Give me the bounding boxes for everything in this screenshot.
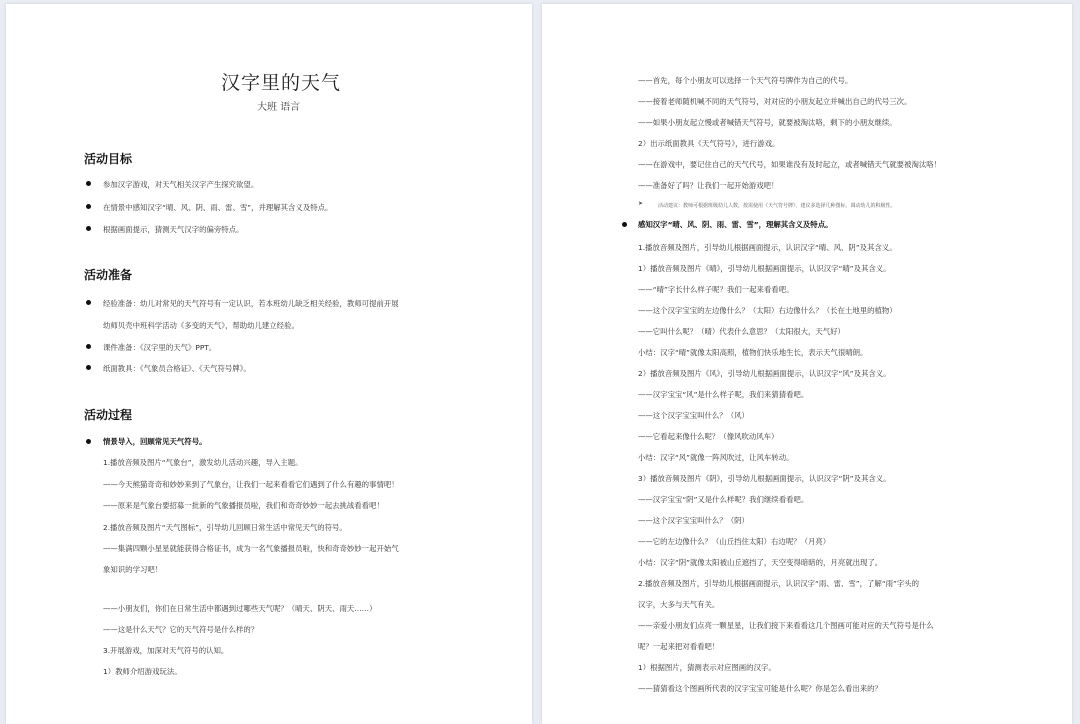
process-line: 1）根据图片，猜测表示对应图画的汉字。 (638, 663, 776, 672)
activity-note: 活动建议：教师可根据班级幼儿人数，按需使用《天气符号牌》，建议多选择几种图标，调动幼儿的积极性。 (658, 203, 896, 209)
section-heading-prep: 活动准备 (84, 268, 133, 282)
process-line: 3.开展游戏，加深对天气符号的认知。 (103, 646, 229, 655)
document-page-right (542, 4, 1072, 724)
process-line: 3）播放音频及图片《阴》，引导幼儿根据画面提示，认识汉字“阴”及其含义。 (638, 474, 891, 483)
process-line: ——在游戏中，要记住自己的天气代号，如果谁没有及时起立，或者喊错天气就要被淘汰咯！ (638, 160, 942, 169)
process-line: 2.播放音频及图片，引导幼儿根据画面提示，认识汉字“雨、雷、雪”，了解“雨”字头的 (638, 579, 920, 588)
process-line: 1）播放音频及图片《晴》，引导幼儿根据画面提示，认识汉字“晴”及其含义。 (638, 264, 891, 273)
doc-subtitle: 大班 语言 (257, 102, 301, 113)
process-line-continued: 汉字，大多与天气有关。 (638, 600, 720, 609)
arrow-right-icon: ➤ (638, 200, 644, 207)
process-line: 2.播放音频及图片“天气图标”，引导幼儿回顾日常生活中常见天气的符号。 (103, 523, 347, 532)
process-line: ——猜猜看这个图画所代表的汉字宝宝可能是什么呢？你是怎么看出来的？ (638, 684, 882, 693)
process-line: ——它的左边像什么？（山丘挡住太阳）右边呢？（月亮） (638, 537, 831, 546)
process-line: ——它叫什么呢？（晴）代表什么意思？（太阳很大，天气好） (638, 327, 845, 336)
process-line: 象知识的学习吧！ (103, 565, 163, 574)
process-line: ——集满四颗小星星就能获得合格证书，成为一名气象播报员啦，快和奇奇妙妙一起开始气 (103, 544, 399, 553)
process-line: ——小朋友们，你们在日常生活中都遇到过哪些天气呢？（晴天、阴天、雨天……） (103, 604, 377, 613)
process-line: ——这个汉字宝宝叫什么？（阴） (638, 516, 749, 525)
summary-line: 小结：汉字“晴”就像太阳高照，植物们快乐地生长，表示天气很晴朗。 (638, 348, 868, 357)
bullet-icon (86, 300, 91, 305)
process-line: 2）出示纸面教具《天气符号》，进行游戏。 (638, 139, 780, 148)
process-line: ——亲爱小朋友们点亮一颗星星，让我们接下来看看这几个图画可能对应的天气符号是什么 (638, 621, 934, 630)
section-heading-process: 活动过程 (84, 408, 133, 422)
process-step-heading: 感知汉字“晴、风、阴、雨、雷、雪”，理解其含义及特点。 (638, 220, 833, 229)
process-line: ——接着老师随机喊不同的天气符号，对对应的小朋友起立并喊出自己的代号三次。 (638, 97, 912, 106)
prep-item: 课件准备：《汉字里的天气》PPT。 (103, 343, 217, 352)
bullet-icon (622, 222, 627, 227)
bullet-icon (86, 344, 91, 349)
summary-line: 小结：汉字“阴”就像太阳被山丘遮挡了，天空变得暗暗的，月亮就出现了。 (638, 558, 883, 567)
process-line: ——原来是气象台要招募一批新的气象播报员啦，我们和奇奇妙妙一起去挑战看看吧！ (103, 501, 384, 510)
process-line: 2）播放音频及图片《风》，引导幼儿根据画面提示，认识汉字“风”及其含义。 (638, 369, 891, 378)
process-line: ——今天熊猫奇奇和妙妙来到了气象台，让我们一起来看看它们遇到了什么有趣的事情吧！ (103, 480, 399, 489)
bullet-icon (86, 204, 91, 209)
process-line: ——“晴”字长什么样子呢？我们一起来看看吧。 (638, 285, 794, 294)
process-line: 1.播放音频及图片，引导幼儿根据画面提示，认识汉字“晴、风、阴”及其含义。 (638, 243, 897, 252)
bullet-icon (86, 365, 91, 370)
goal-item: 参加汉字游戏，对天气相关汉字产生探究欲望。 (103, 180, 259, 189)
process-line: ——汉字宝宝“风”是什么样子呢，我们来猜猜看吧。 (638, 390, 809, 399)
process-line: ——这是什么天气？它的天气符号是什么样的？ (103, 625, 259, 634)
goal-item: 在情景中感知汉字“晴、风、阴、雨、雷、雪”，并理解其含义及特点。 (103, 203, 333, 212)
section-heading-goals: 活动目标 (84, 152, 133, 166)
bullet-icon (86, 439, 91, 444)
process-line: ——这个汉字宝宝的左边像什么？（太阳）右边像什么？（长在土地里的植物） (638, 306, 897, 315)
process-line: ——汉字宝宝“阴”又是什么样呢？我们继续看看吧。 (638, 495, 809, 504)
process-line: ——它看起来像什么呢？（像风吹动风车） (638, 432, 779, 441)
process-line: ——如果小朋友起立慢或者喊错天气符号，就要被淘汰咯，剩下的小朋友继续。 (638, 118, 897, 127)
goal-item: 根据画面提示，猜测天气汉字的偏旁特点。 (103, 225, 244, 234)
process-line: 1）教师介绍游戏玩法。 (103, 667, 182, 676)
prep-item: 经验准备：幼儿对常见的天气符号有一定认识，若本班幼儿缺乏相关经验，教师可提前开展 (103, 299, 399, 308)
process-line-continued: 呢？一起来把对看看吧！ (638, 642, 720, 651)
bullet-icon (86, 181, 91, 186)
prep-item: 纸面教具：《气象员合格证》、《天气符号牌》。 (103, 364, 251, 373)
prep-item-continued: 幼师贝壳中班科学活动《多变的天气》，帮助幼儿建立经验。 (103, 321, 299, 330)
process-line: ——这个汉字宝宝叫什么？（风） (638, 411, 749, 420)
doc-title: 汉字里的天气 (221, 72, 342, 94)
process-step-heading: 情景导入，回顾常见天气符号。 (103, 437, 207, 446)
document-page-left (6, 4, 532, 724)
process-line: ——首先，每个小朋友可以选择一个天气符号牌作为自己的代号。 (638, 76, 853, 85)
bullet-icon (86, 226, 91, 231)
process-line: 1.播放音频及图片“气象台”，激发幼儿活动兴趣，导入主题。 (103, 458, 303, 467)
process-line: ——准备好了吗？让我们一起开始游戏吧！ (638, 181, 779, 190)
summary-line: 小结：汉字“风”就像一阵风吹过，让风车转动。 (638, 453, 794, 462)
